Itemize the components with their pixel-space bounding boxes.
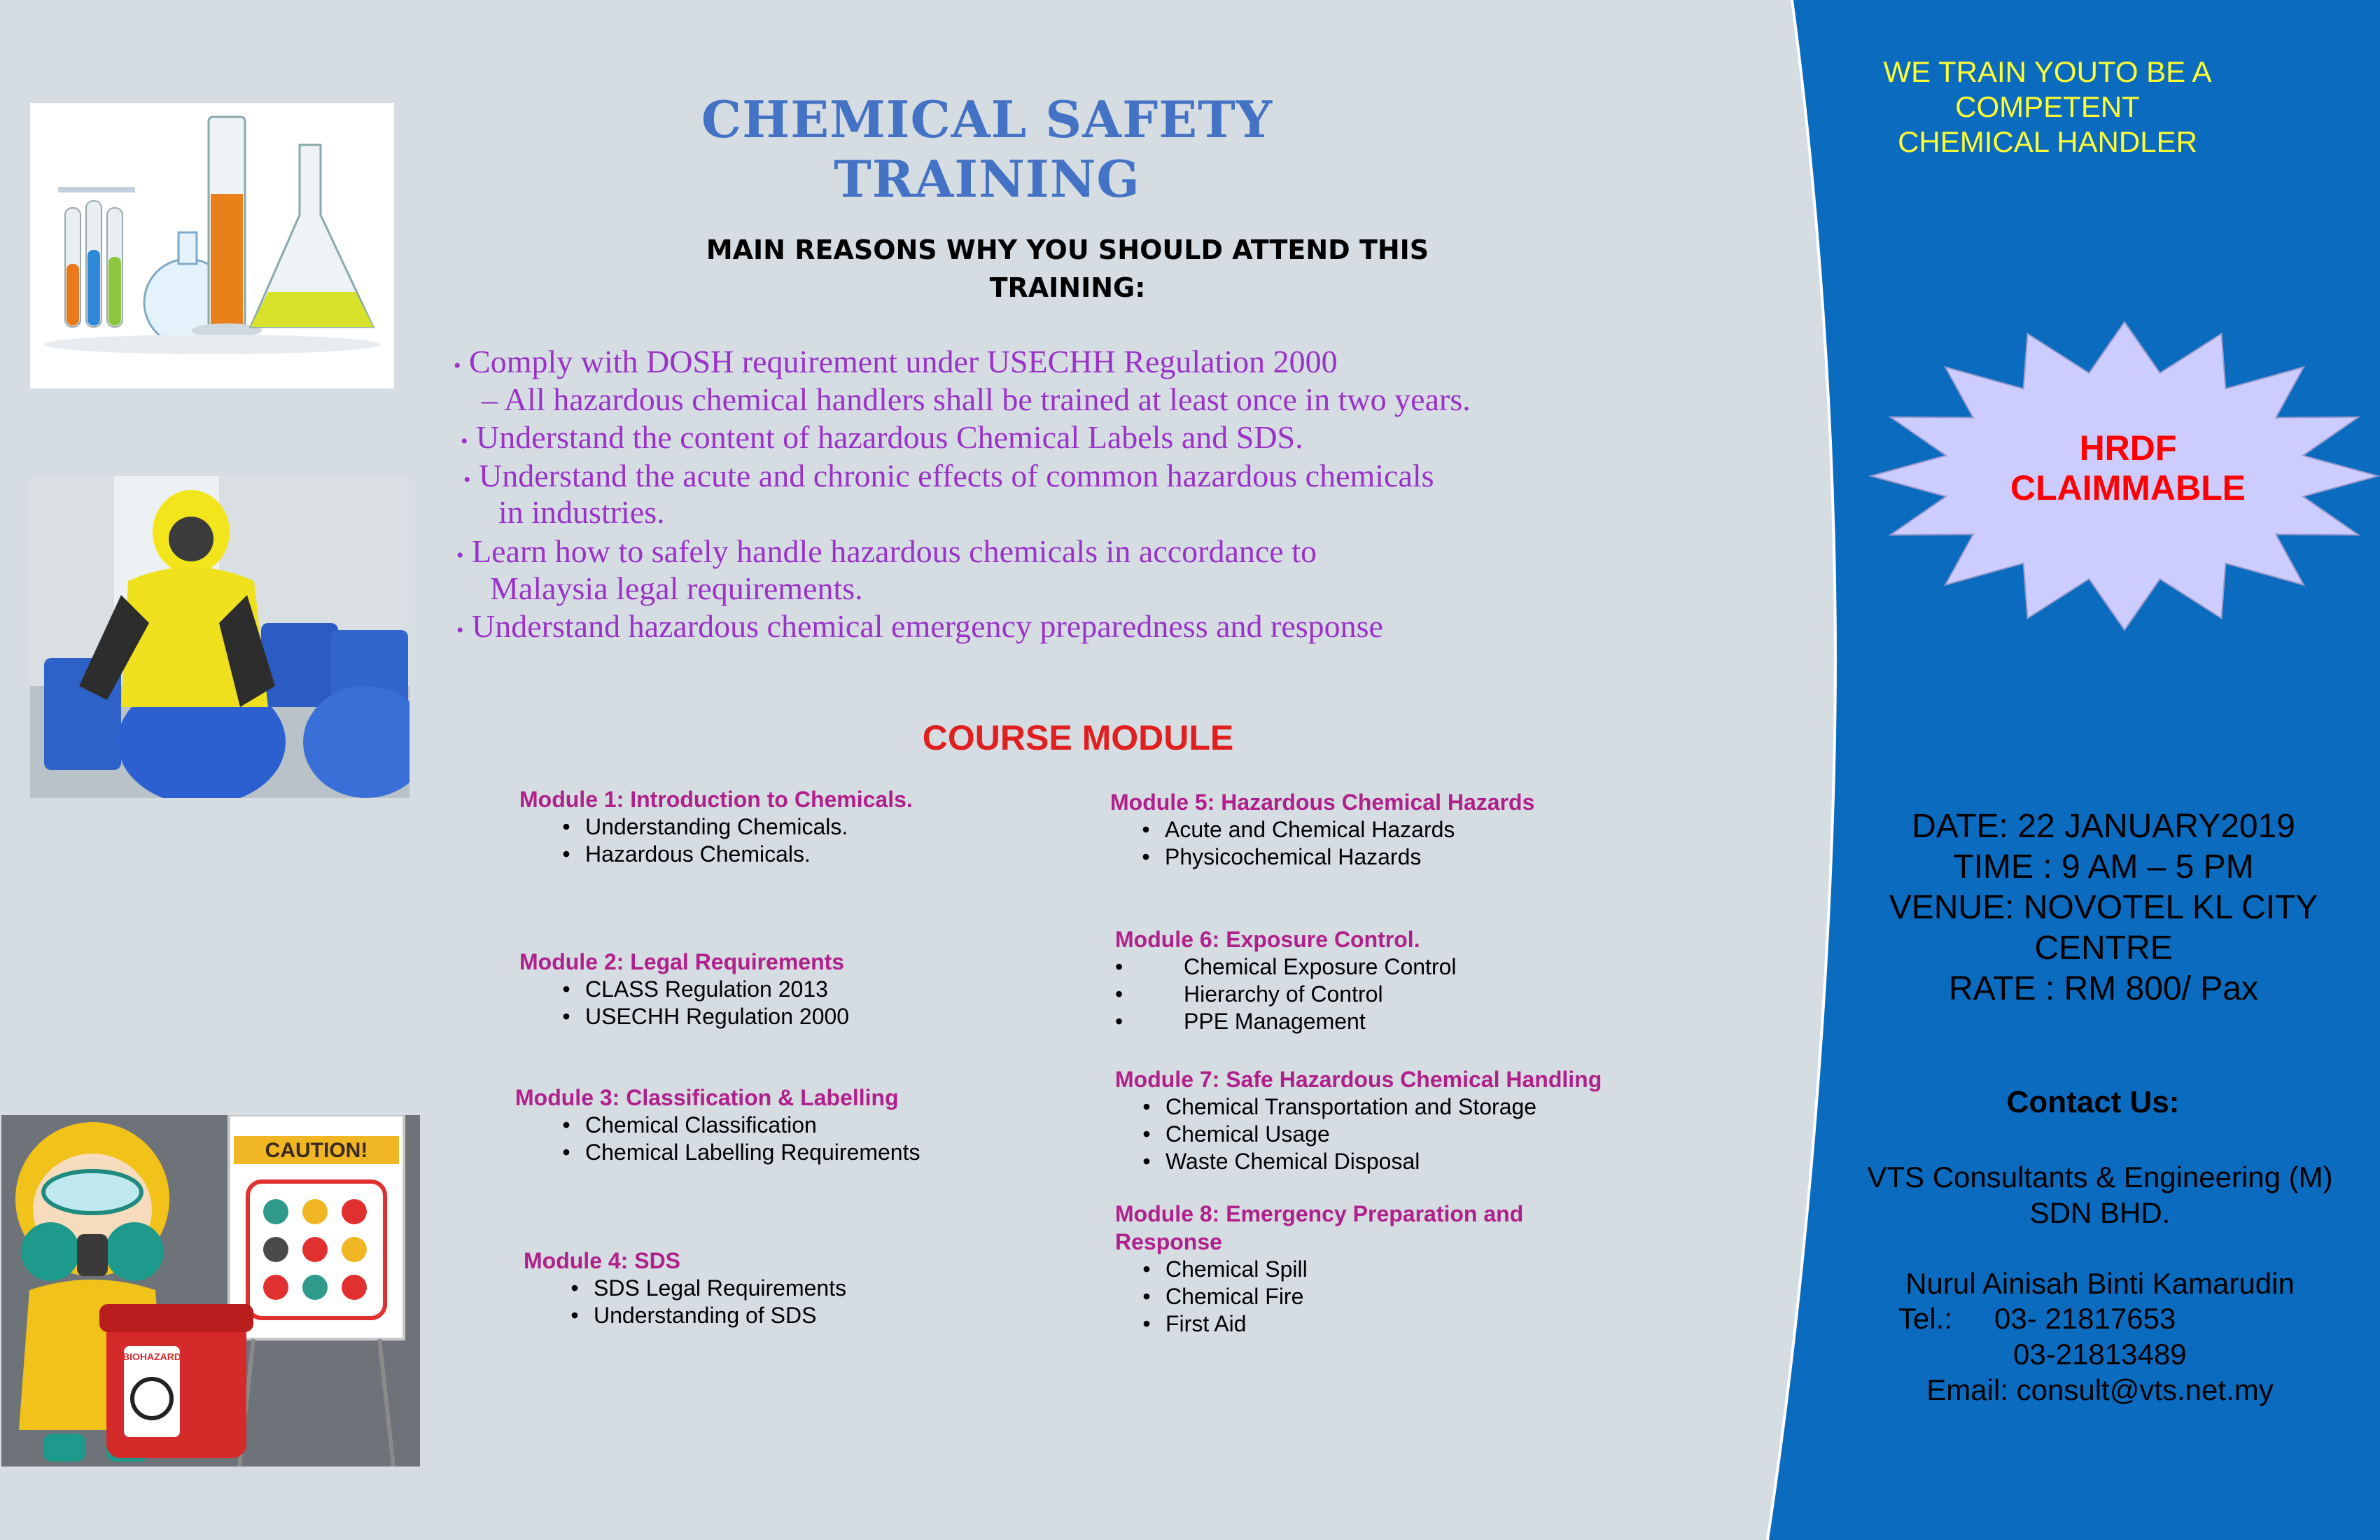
module-5-title: Module 5: Hazardous Chemical Hazards <box>1110 790 1535 815</box>
svg-text:BIOHAZARD: BIOHAZARD <box>122 1351 181 1362</box>
module-item: • Chemical Classification <box>562 1112 817 1138</box>
module-item: • Hierarchy of Control <box>1115 981 1383 1007</box>
event-date: DATE: 22 JANUARY2019 <box>1912 808 2295 845</box>
module-item: • Waste Chemical Disposal <box>1142 1149 1420 1174</box>
tagline-line-1: WE TRAIN YOUTO BE A <box>1883 55 2212 88</box>
company-name <box>1841 1159 2359 1231</box>
reason-3: • Understand the acute and chronic effects of common hazardous chemicals <box>463 458 1434 493</box>
module-2-title: Module 2: Legal Requirements <box>519 949 845 974</box>
contact-email[interactable]: Email: consult@vts.net.my <box>1926 1373 2274 1406</box>
module-8-title-line-2: Response <box>1115 1229 1222 1254</box>
module-item: • Chemical Usage <box>1142 1121 1330 1147</box>
module-6 <box>1115 925 1457 1035</box>
tagline-line-2: COMPETENT <box>1955 90 2140 123</box>
tagline-line-3: CHEMICAL HANDLER <box>1898 125 2197 158</box>
module-3 <box>515 1084 920 1166</box>
badge-line-1: HRDF <box>2079 428 2177 468</box>
module-item: • SDS Legal Requirements <box>570 1275 847 1301</box>
module-3-title: Module 3: Classification & Labelling <box>515 1085 899 1110</box>
module-7 <box>1115 1065 1602 1175</box>
module-item: • Chemical Labelling Requirements <box>562 1140 920 1165</box>
reasons-heading-line-1: MAIN REASONS WHY YOU SHOULD ATTEND THIS <box>706 234 1429 265</box>
hazmat-worker-image <box>30 476 410 798</box>
reason-3-continued: in industries. <box>498 494 665 530</box>
module-item: • CLASS Regulation 2013 <box>562 976 828 1002</box>
module-7-title: Module 7: Safe Hazardous Chemical Handling <box>1115 1067 1602 1092</box>
module-1 <box>519 785 913 868</box>
reasons-heading <box>700 231 1435 307</box>
module-1-title: Module 1: Introduction to Chemicals. <box>519 787 913 812</box>
event-details <box>1841 806 2366 1009</box>
module-item: • Chemical Exposure Control <box>1115 954 1457 979</box>
module-2 <box>519 948 849 1030</box>
lab-glassware-image <box>30 103 394 388</box>
module-8 <box>1115 1200 1523 1338</box>
module-item: • Chemical Transportation and Storage <box>1142 1094 1537 1119</box>
reason-4: • Learn how to safely handle hazardous chemicals in accordance to <box>456 533 1317 569</box>
event-time: TIME : 9 AM – 5 PM <box>1953 848 2254 886</box>
contact-name: Nurul Ainisah Binti Kamarudin <box>1905 1267 2295 1300</box>
module-6-title: Module 6: Exposure Control. <box>1115 927 1420 952</box>
contact-heading: Contact Us: <box>2006 1085 2180 1119</box>
tel-label: Tel.: <box>1898 1302 1953 1335</box>
reason-1-detail: – All hazardous chemical handlers shall be trained at least once in two years. <box>482 382 1471 417</box>
module-item: • Physicochemical Hazards <box>1142 844 1422 869</box>
module-item: • Understanding Chemicals. <box>562 814 848 839</box>
reason-4-continued: Malaysia legal requirements. <box>490 570 863 606</box>
caution-mascot-image <box>1 1115 420 1466</box>
reason-2: • Understand the content of hazardous Chemical Labels and SDS. <box>461 419 1303 455</box>
badge-line-2: CLAIMMABLE <box>2010 468 2246 507</box>
module-5 <box>1110 788 1534 871</box>
module-item: • PPE Management <box>1115 1009 1366 1034</box>
event-rate: RATE : RM 800/ Pax <box>1949 970 2258 1007</box>
sidebar-tagline <box>1820 55 2275 160</box>
company-line-2: SDN BHD. <box>2029 1196 2171 1229</box>
module-4 <box>524 1247 846 1329</box>
hrdf-badge-text <box>1974 428 2282 508</box>
tel-number-1[interactable]: 03- 21817653 <box>1994 1302 2176 1335</box>
svg-text:CAUTION!: CAUTION! <box>265 1139 368 1162</box>
company-line-1: VTS Consultants & Engineering (M) <box>1867 1161 2333 1194</box>
module-item: • Chemical Spill <box>1142 1256 1308 1282</box>
module-item: • Hazardous Chemicals. <box>562 841 811 867</box>
course-module-heading: COURSE MODULE <box>922 718 1234 757</box>
reason-1: • Comply with DOSH requirement under USECHH Regulation 2000 <box>454 344 1338 379</box>
module-item: • First Aid <box>1142 1311 1247 1336</box>
contact-tel <box>1898 1301 2176 1336</box>
module-item: • Acute and Chemical Hazards <box>1142 817 1455 842</box>
event-venue-line-1: VENUE: NOVOTEL KL CITY <box>1889 889 2318 926</box>
tel-number-2[interactable]: 03-21813489 <box>2013 1338 2187 1371</box>
reasons-heading-line-2: TRAINING: <box>989 272 1146 303</box>
module-item: • Understanding of SDS <box>570 1303 817 1328</box>
module-item: • Chemical Fire <box>1142 1284 1304 1309</box>
reason-5: • Understand hazardous chemical emergency preparedness and response <box>456 608 1383 644</box>
module-item: • USECHH Regulation 2000 <box>562 1004 850 1029</box>
module-8-title-line-1: Module 8: Emergency Preparation and <box>1115 1201 1524 1226</box>
event-venue-line-2: CENTRE <box>2034 930 2173 967</box>
module-4-title: Module 4: SDS <box>524 1248 681 1273</box>
page-title: CHEMICAL SAFETY TRAINING <box>701 90 1273 209</box>
